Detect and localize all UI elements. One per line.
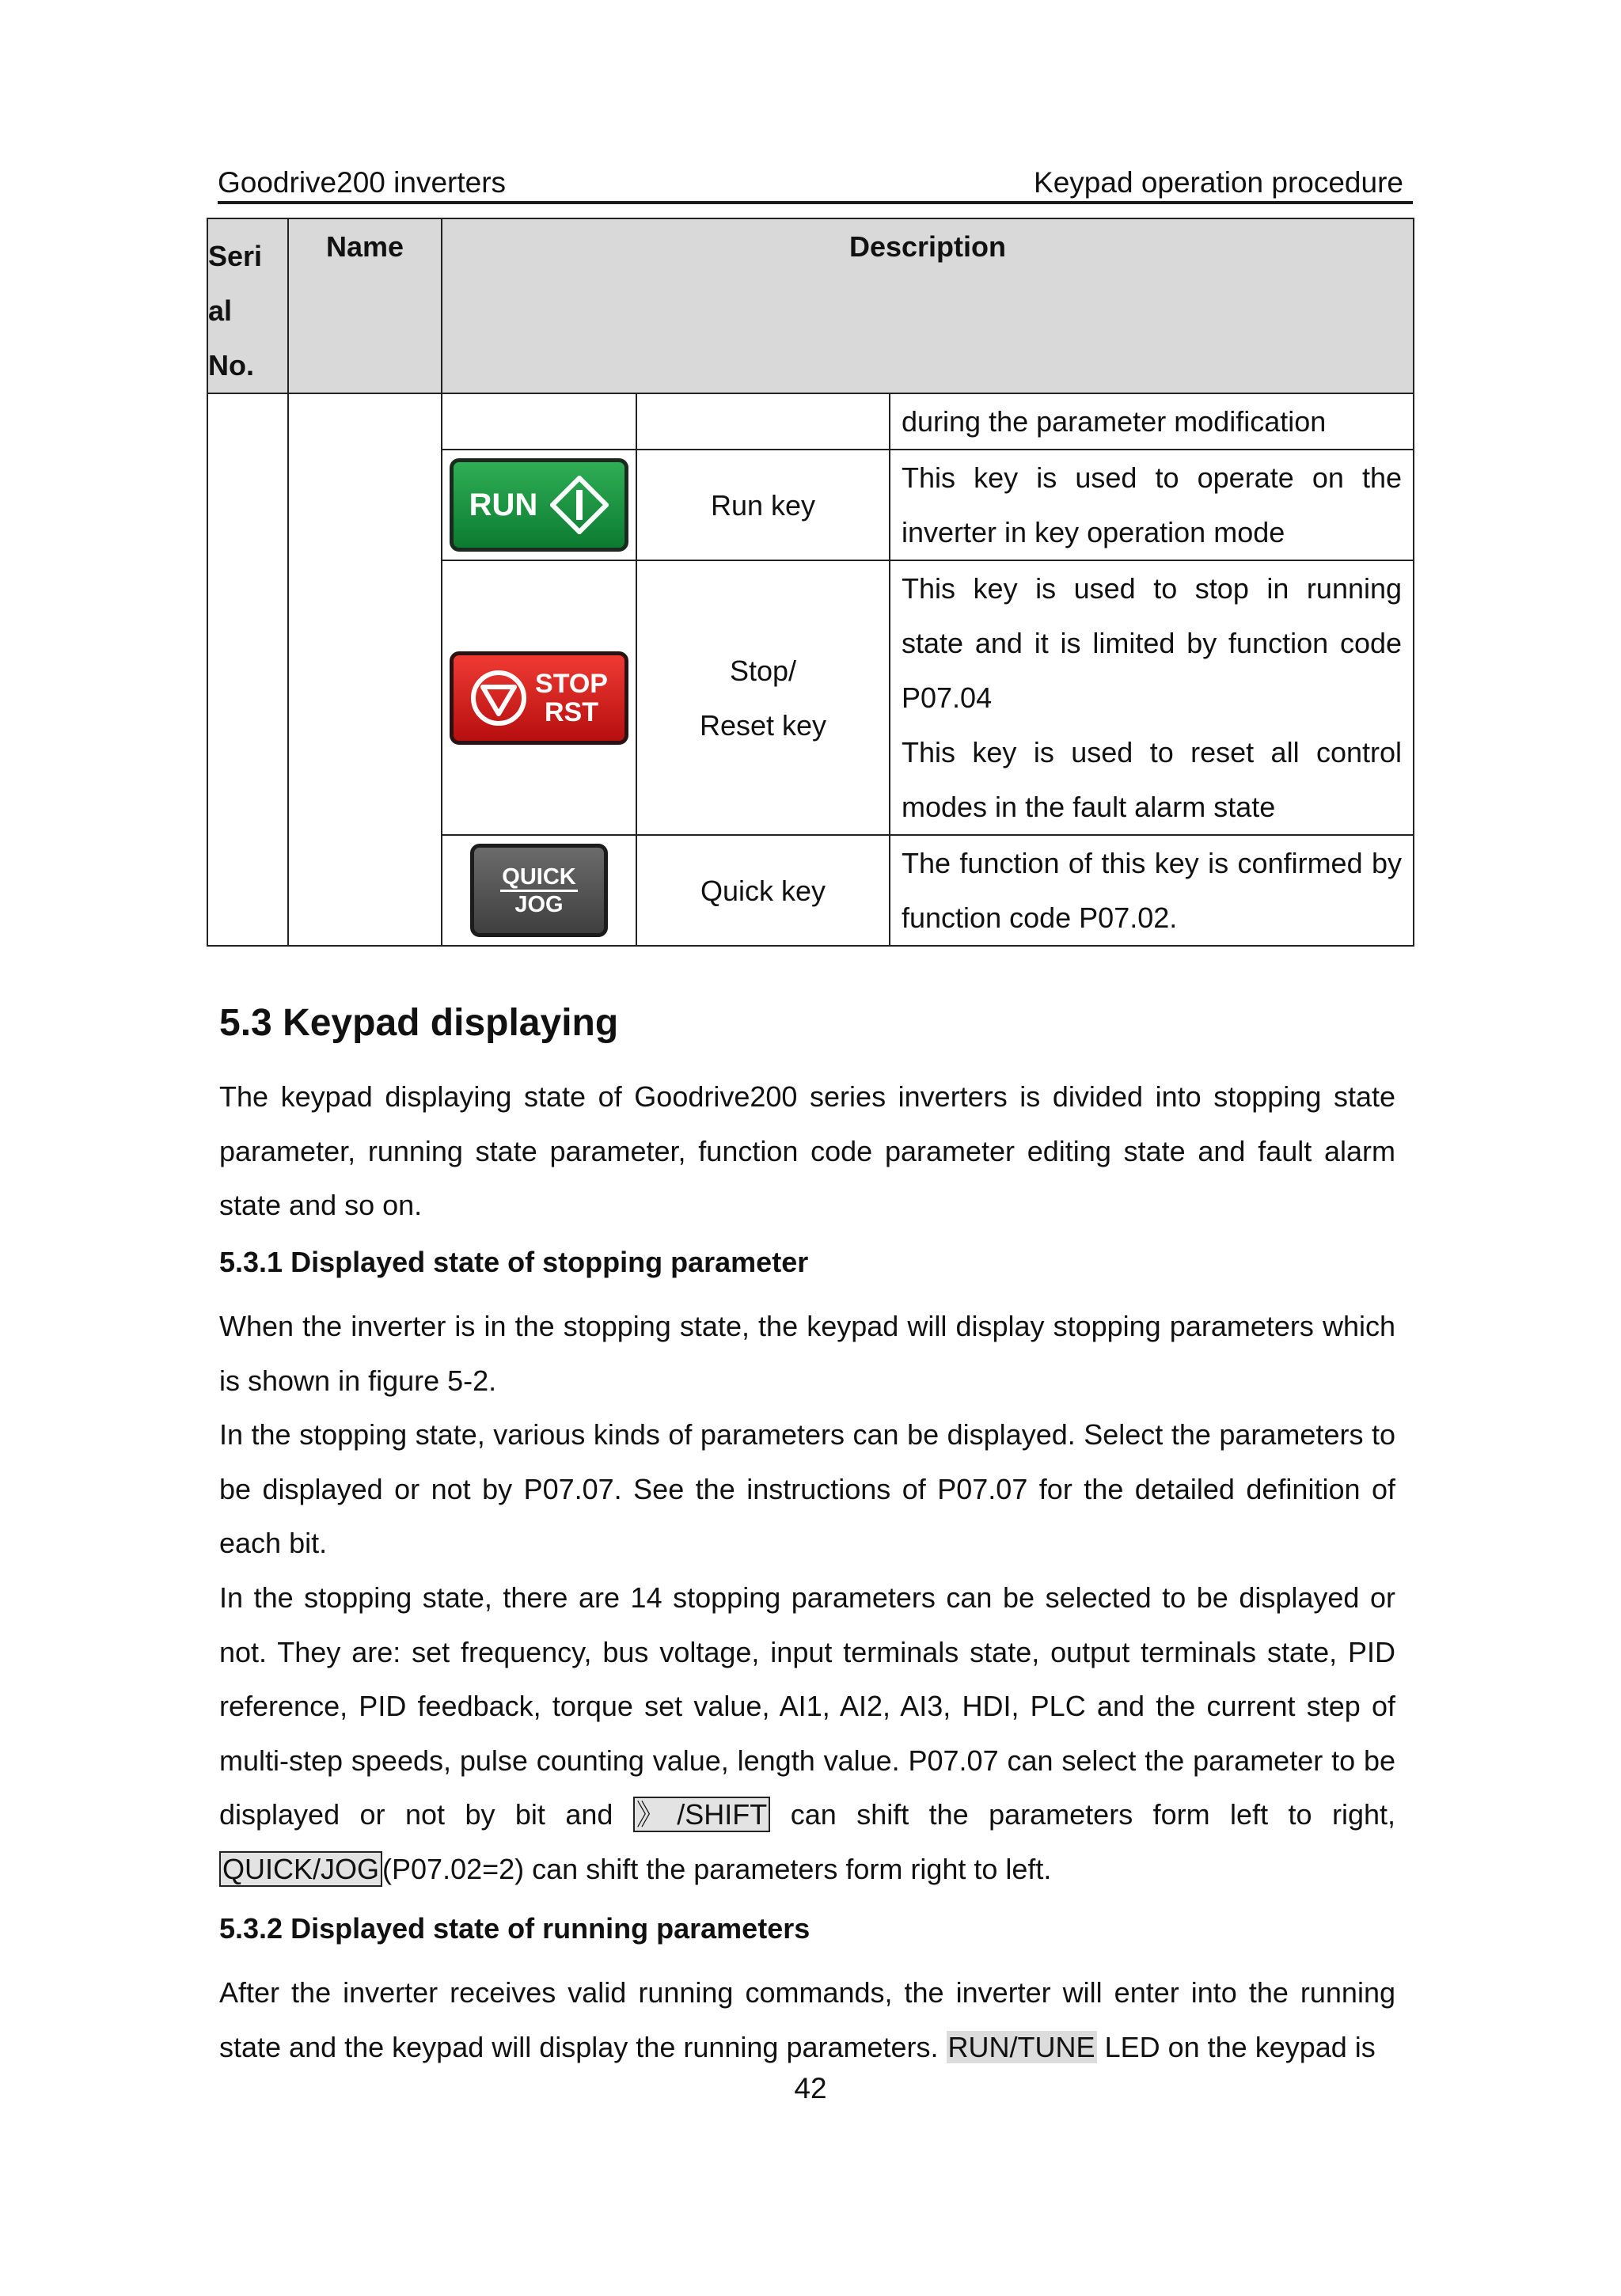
- paragraph-text: can shift the parameters form left to right,: [790, 1798, 1395, 1831]
- key-description: The function of this key is confirmed by function code P07.02.: [890, 835, 1414, 946]
- key-image-cell: [442, 450, 636, 560]
- quick-key-label: QUICK: [500, 864, 577, 892]
- page-number: 42: [794, 2072, 827, 2104]
- keypad-keys-table: [207, 218, 1414, 947]
- section-heading: 5.3 Keypad displaying: [219, 1002, 619, 1044]
- paragraph: [219, 1571, 1395, 1896]
- table-row: [207, 393, 1414, 450]
- run-diamond-icon: [550, 476, 609, 534]
- section-intro: The keypad displaying state of Goodrive200 series inverters is divided into stopping state parameter, running state parameter, function code parameter editing state and fault alarm state and so on.: [219, 1080, 1395, 1221]
- page-header: [218, 160, 1413, 204]
- key-image-cell: [442, 835, 636, 946]
- key-name-cell: [636, 560, 890, 835]
- subsection-heading-stopping: 5.3.1 Displayed state of stopping parameter: [219, 1246, 809, 1278]
- key-description: during the parameter modification: [890, 393, 1414, 450]
- paragraph: In the stopping state, various kinds of parameters can be displayed. Select the parameters to be displayed or not by P07.07. See the instructions of P07.07 for the detailed definition of each bit.: [219, 1418, 1395, 1559]
- key-name-cell: Run key: [636, 450, 890, 560]
- header-name: Name: [288, 218, 442, 393]
- paragraph-text: (P07.02=2) can shift the parameters form right to left.: [382, 1852, 1052, 1885]
- serial-cell: [207, 393, 288, 946]
- key-name-cell: [636, 393, 890, 450]
- header-right: Keypad operation procedure: [1034, 166, 1403, 199]
- key-name-line: Reset key: [699, 708, 827, 742]
- header-description: Description: [442, 218, 1414, 393]
- rst-key-label: RST: [545, 696, 598, 727]
- name-cell: [288, 393, 442, 946]
- subsection-heading-running: 5.3.2 Displayed state of running parameters: [219, 1912, 810, 1945]
- header-left: Goodrive200 inverters: [218, 166, 507, 199]
- paragraph: When the inverter is in the stopping state, the keypad will display stopping parameters which is shown in figure 5-2.: [219, 1310, 1395, 1397]
- run-tune-led-reference: RUN/TUNE: [947, 2030, 1095, 2063]
- jog-key-label: JOG: [514, 891, 564, 917]
- paragraph-text: After the inverter receives valid running commands, the inverter will enter into the running state and the keypad will display the running parameters.: [219, 1976, 1395, 2063]
- quick-jog-key-reference: QUICK/JOG: [219, 1851, 382, 1887]
- run-key-image: [450, 458, 628, 552]
- shift-key-reference: 》/SHIFT: [633, 1797, 770, 1832]
- key-image-cell: [442, 393, 636, 450]
- paragraph-text: In the stopping state, there are 14 stopping parameters can be selected to be displayed or not. They are: set frequency, bus voltage, input terminals state, output terminals state, PID reference, PID feedback, torque set value, AI1, AI2, AI3, HDI, PLC and the current step of multi-step speeds, pulse counting value, length value. P07.07 can select the parameter to be displayed or not by bit and: [219, 1581, 1395, 1831]
- key-description-part: This key is used to reset all control modes in the fault alarm state: [902, 736, 1403, 823]
- key-name-cell: Quick key: [636, 835, 890, 946]
- header-serial: Seri al No.: [207, 218, 288, 393]
- key-name-line: Stop/: [729, 654, 797, 687]
- stop-reset-key-image: [450, 651, 628, 745]
- key-image-cell: [442, 560, 636, 835]
- key-description: This key is used to operate on the inverter in key operation mode: [890, 450, 1414, 560]
- paragraph: [219, 1966, 1395, 2074]
- table-header-row: [207, 218, 1414, 393]
- run-key-label: RUN: [469, 487, 538, 522]
- quick-jog-key-image: [470, 844, 608, 937]
- paragraph-text: LED on the keypad is: [1104, 2030, 1376, 2063]
- key-description-part: This key is used to stop in running state and it is limited by function code P07.04: [902, 572, 1403, 714]
- key-description: [890, 560, 1414, 835]
- stop-key-label: STOP: [535, 668, 608, 699]
- stop-triangle-icon: [470, 670, 527, 727]
